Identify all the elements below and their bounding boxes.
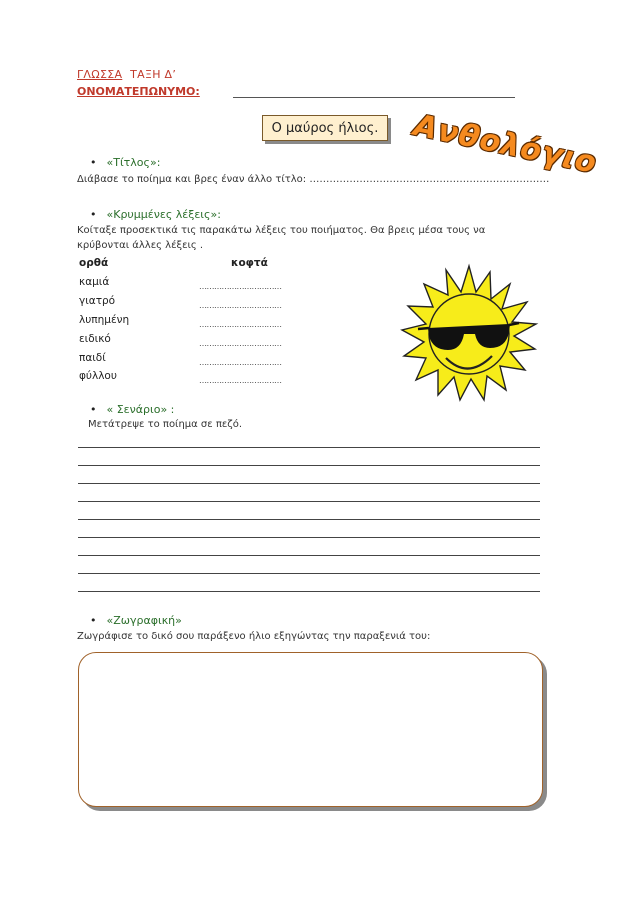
word-item: γιατρό <box>79 295 116 307</box>
word-item: λυπημένη <box>79 314 130 326</box>
word-item: παιδί <box>79 352 106 364</box>
word-item: καμιά <box>79 276 110 288</box>
section-title-label: «Τίτλος»: <box>106 156 161 169</box>
scenario-instruction: Μετάτρεψε το ποίημα σε πεζό. <box>88 419 242 430</box>
section-hidden-words-label: «Κρυμμένες λέξεις»: <box>106 208 221 221</box>
section-title-instruction: Διάβασε το ποίημα και βρες έναν άλλο τίτλο: ……………………………………………………………… <box>77 174 550 185</box>
drawing-box[interactable] <box>78 652 543 807</box>
writing-line <box>78 465 540 466</box>
anthology-logo: Ανθολόγιο <box>410 108 601 181</box>
writing-line <box>78 501 540 502</box>
section-scenario-heading: • « Σενάριο» : <box>90 403 175 416</box>
column-label-left: ορθά <box>79 257 109 269</box>
word-blank: …………………………… <box>199 358 282 367</box>
word-item: ειδικό <box>79 333 111 345</box>
writing-line <box>78 537 540 538</box>
subject-label: ΓΛΩΣΣΑ <box>77 68 123 81</box>
word-blank: …………………………… <box>199 301 282 310</box>
section-scenario-label: « Σενάριο» : <box>106 403 175 416</box>
name-line <box>233 97 515 98</box>
word-blank: …………………………… <box>199 339 282 348</box>
writing-line <box>78 573 540 574</box>
name-label: ΟΝΟΜΑΤΕΠΩΝΥΜΟ: <box>77 85 200 98</box>
drawing-instruction: Ζωγράφισε το δικό σου παράξενο ήλιο εξηγώντας την παραξενιά του: <box>77 631 431 642</box>
header-subject-line <box>77 68 176 81</box>
section-drawing-label: «Ζωγραφική» <box>106 614 182 627</box>
hidden-words-instruction-2: κρύβονται άλλες λέξεις . <box>77 240 204 251</box>
section-drawing-heading: • «Ζωγραφική» <box>90 614 182 627</box>
writing-line <box>78 483 540 484</box>
word-blank: …………………………… <box>199 376 282 385</box>
word-blank: …………………………… <box>199 320 282 329</box>
grade-label: ΤΑΞΗ Δ’ <box>130 68 177 81</box>
section-hidden-words-heading: • «Κρυμμένες λέξεις»: <box>90 208 221 221</box>
word-blank: …………………………… <box>199 282 282 291</box>
section-title-heading: • «Τίτλος»: <box>90 156 161 169</box>
writing-line <box>78 519 540 520</box>
column-label-right: κοφτά <box>231 257 268 269</box>
hidden-words-instruction-1: Κοίταξε προσεκτικά τις παρακάτω λέξεις του ποιήματος. Θα βρεις μέσα τους να <box>77 225 486 236</box>
sun-with-sunglasses-icon <box>398 262 540 404</box>
word-item: φύλλου <box>79 370 117 382</box>
writing-line <box>78 447 540 448</box>
poem-title-box <box>262 115 388 141</box>
writing-line <box>78 555 540 556</box>
writing-line <box>78 591 540 592</box>
poem-title: Ο μαύρος ήλιος. <box>271 120 379 136</box>
